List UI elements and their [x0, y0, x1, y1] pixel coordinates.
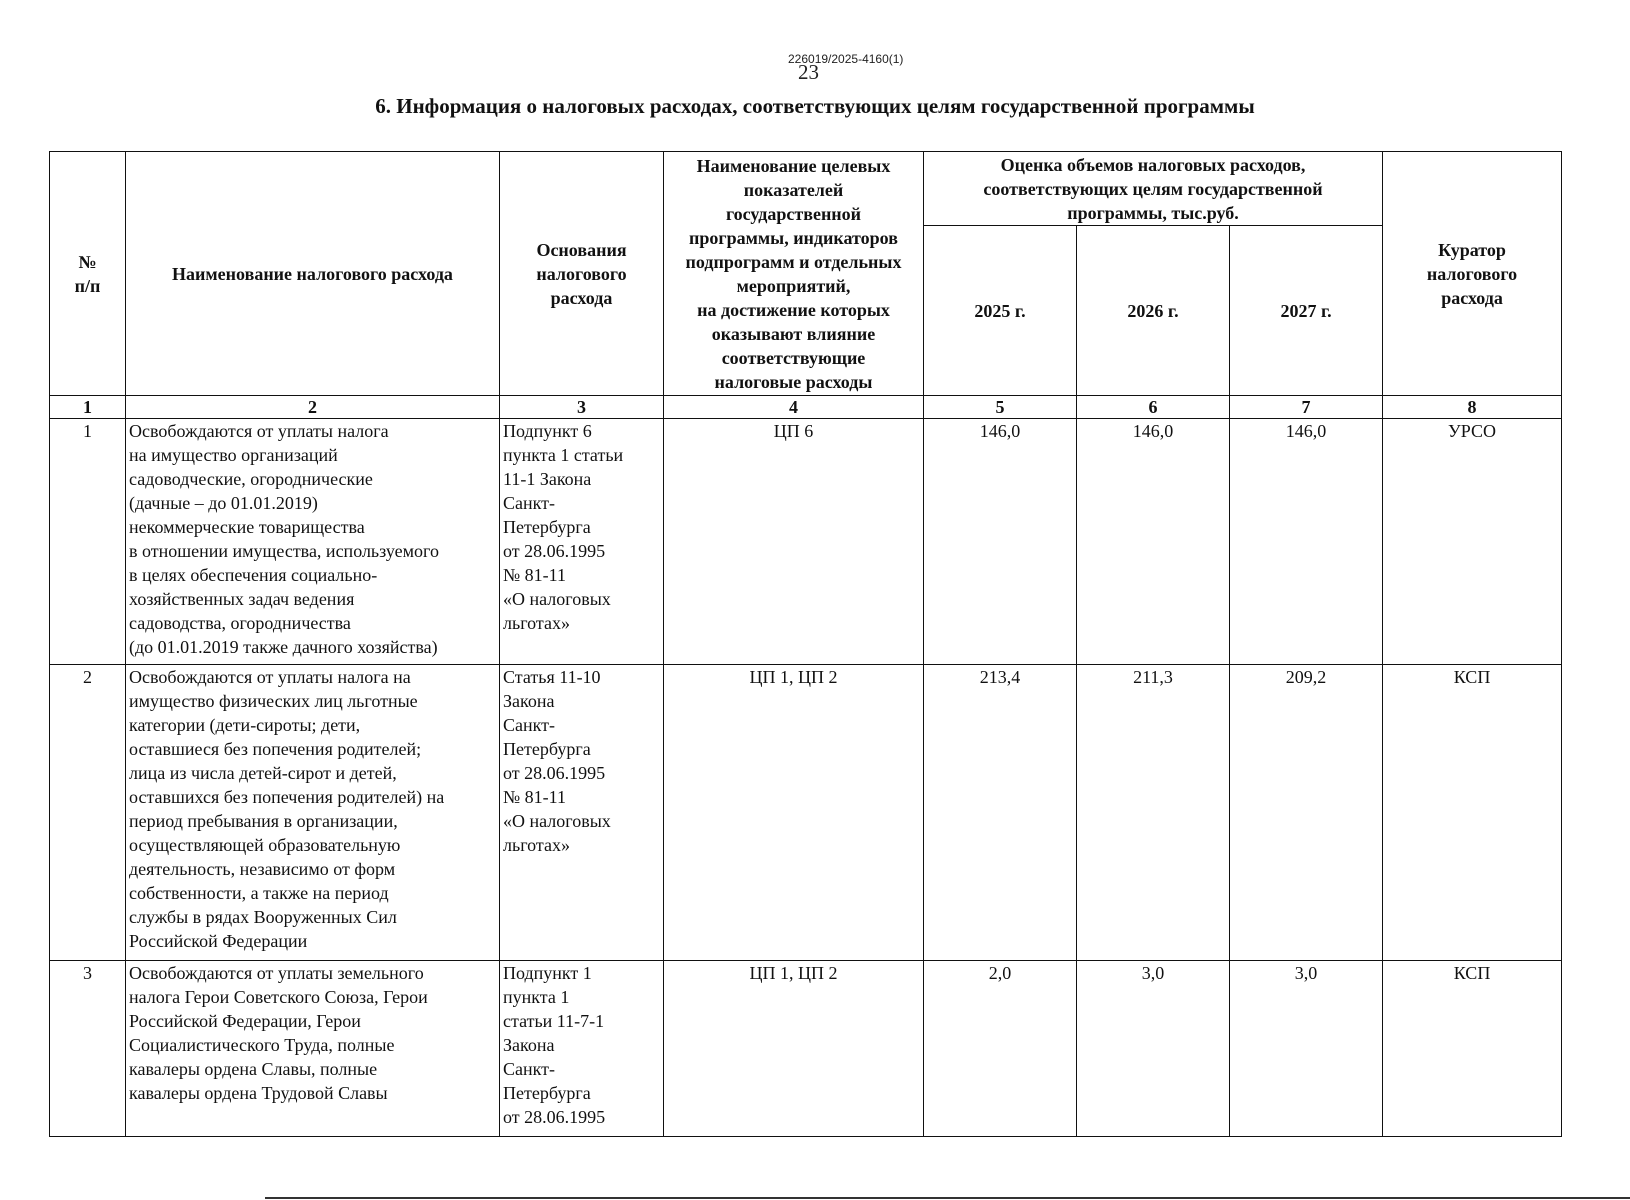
table-row: [50, 419, 1562, 665]
estimate-2025: 2,0: [924, 961, 1077, 1137]
row-number: 1: [50, 419, 126, 665]
column-number: 4: [664, 396, 924, 419]
table-row: [50, 665, 1562, 961]
target-indicators: ЦП 6: [664, 419, 924, 665]
header-year-2025: 2025 г.: [924, 226, 1077, 396]
curator: КСП: [1383, 961, 1562, 1137]
header-name: Наименование налогового расхода: [126, 152, 500, 396]
column-number: 8: [1383, 396, 1562, 419]
column-number: 3: [500, 396, 664, 419]
page-number: 23: [798, 60, 819, 84]
estimate-2027: 209,2: [1230, 665, 1383, 961]
estimate-2025: 146,0: [924, 419, 1077, 665]
row-number: 2: [50, 665, 126, 961]
header-year-2026: 2026 г.: [1077, 226, 1230, 396]
column-number-row: [50, 396, 1562, 419]
tax-expenditure-name: Освобождаются от уплаты налога на имущество физических лиц льготные категории (дети-сироты; дети, оставшиеся без попечения родителей; лица из числа детей-сирот и детей, оставшихся без попечения родителей) на период пребывания в организации, осуществляющей образовательную деятельность, независимо от форм собственности, а также на период службы в рядах Вооруженных Сил Российской Федерации: [126, 665, 500, 961]
tax-expenditure-basis: Подпункт 6 пункта 1 статьи 11-1 Закона Санкт- Петербурга от 28.06.1995 № 81-11 «О налоговых льготах»: [500, 419, 664, 665]
header-row-top: [50, 152, 1562, 226]
header-indicators: Наименование целевых показателей государственной программы, индикаторов подпрограмм и отдельных мероприятий, на достижение которых оказывают влияние соответствующие налоговые расходы: [664, 152, 924, 396]
header-num: № п/п: [50, 152, 126, 396]
column-number: 1: [50, 396, 126, 419]
curator: КСП: [1383, 665, 1562, 961]
tax-expenditure-name: Освобождаются от уплаты земельного налога Герои Советского Союза, Герои Российской Федерации, Герои Социалистического Труда, полные кавалеры ордена Славы, полные кавалеры ордена Трудовой Славы: [126, 961, 500, 1137]
column-number: 7: [1230, 396, 1383, 419]
estimate-2026: 3,0: [1077, 961, 1230, 1137]
header-estimate: Оценка объемов налоговых расходов, соответствующих целям государственной программы, тыс.руб.: [924, 152, 1383, 226]
table-row: [50, 961, 1562, 1137]
tax-expenditure-basis: Статья 11-10 Закона Санкт- Петербурга от 28.06.1995 № 81-11 «О налоговых льготах»: [500, 665, 664, 961]
estimate-2025: 213,4: [924, 665, 1077, 961]
row-number: 3: [50, 961, 126, 1137]
column-number: 2: [126, 396, 500, 419]
column-number: 5: [924, 396, 1077, 419]
section-title: 6. Информация о налоговых расходах, соответствующих целям государственной программы: [375, 94, 1255, 118]
header-year-2027: 2027 г.: [1230, 226, 1383, 396]
target-indicators: ЦП 1, ЦП 2: [664, 961, 924, 1137]
tax-expenditure-name: Освобождаются от уплаты налога на имущество организаций садоводческие, огороднические (дачные – до 01.01.2019) некоммерческие товарищества в отношении имущества, используемого в целях обеспечения социально- хозяйственных задач ведения садоводства, огородничества (до 01.01.2019 также дачного хозяйства): [126, 419, 500, 665]
estimate-2026: 211,3: [1077, 665, 1230, 961]
curator: УРСО: [1383, 419, 1562, 665]
document-registration-stamp: 226019/2025-4160(1): [788, 52, 904, 66]
column-number: 6: [1077, 396, 1230, 419]
estimate-2026: 146,0: [1077, 419, 1230, 665]
header-curator: Куратор налогового расхода: [1383, 152, 1562, 396]
tax-expenditures-table: [49, 151, 1562, 1137]
target-indicators: ЦП 1, ЦП 2: [664, 665, 924, 961]
estimate-2027: 3,0: [1230, 961, 1383, 1137]
scan-edge-line: [265, 1197, 1630, 1199]
estimate-2027: 146,0: [1230, 419, 1383, 665]
header-basis: Основания налогового расхода: [500, 152, 664, 396]
tax-expenditure-basis: Подпункт 1 пункта 1 статьи 11-7-1 Закона Санкт- Петербурга от 28.06.1995: [500, 961, 664, 1137]
